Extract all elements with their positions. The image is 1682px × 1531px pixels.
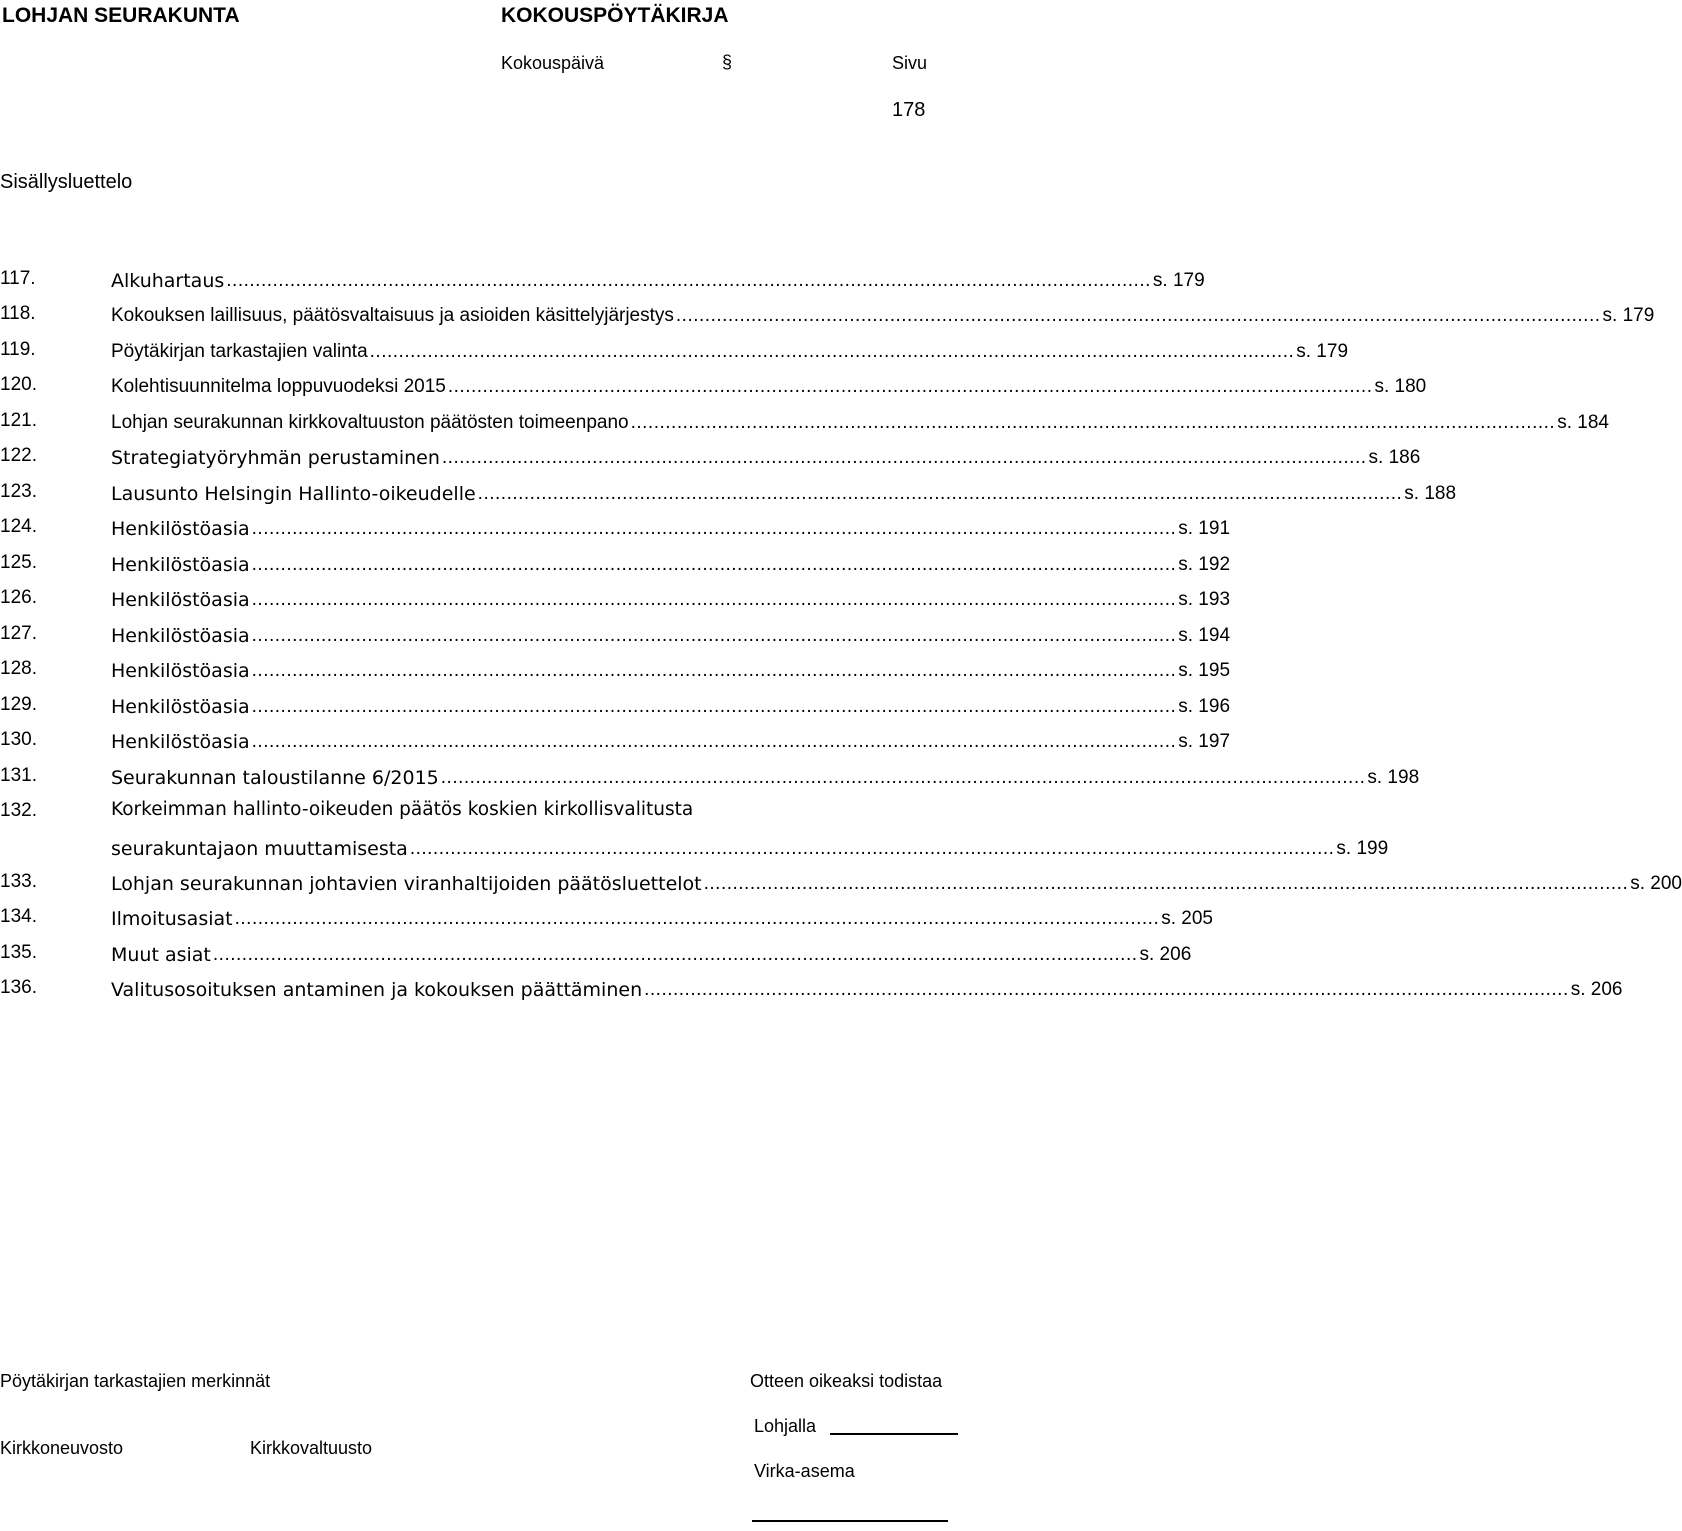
toc-entry-page: s. 194: [1178, 625, 1231, 646]
toc-entry-number: 132.: [0, 800, 37, 821]
toc-entry-title: Seurakunnan taloustilanne 6/2015: [111, 767, 439, 789]
toc-leader: ................................................................................................................................................................: [644, 979, 1569, 1000]
toc-entry-page: s. 206: [1139, 944, 1192, 965]
toc-entry-title: Alkuhartaus: [111, 270, 225, 292]
toc-leader: ................................................................................................................................................................: [440, 767, 1366, 788]
toc-entry-page: s. 188: [1404, 483, 1457, 504]
toc-entry-number: 119.: [0, 339, 36, 360]
toc-entry-number: 122.: [0, 445, 37, 466]
toc-leader: ................................................................................................................................................................: [251, 696, 1177, 717]
toc-leader: ................................................................................................................................................................: [251, 731, 1177, 752]
toc-entry-title: Henkilöstöasia: [111, 696, 250, 718]
toc-entry-number: 136.: [0, 977, 37, 998]
toc-leader: ................................................................................................................................................................: [447, 376, 1373, 397]
toc-leader: ................................................................................................................................................................: [251, 554, 1177, 575]
toc-entry-number: 126.: [0, 587, 37, 608]
toc-entry-page: s. 184: [1557, 412, 1609, 433]
position-label: Virka-asema: [754, 1461, 855, 1481]
toc-entry-number: 133.: [0, 871, 37, 892]
toc-entry-title: Henkilöstöasia: [111, 518, 250, 540]
toc-entry-title: Lohjan seurakunnan kirkkovaltuuston päätösten toimeenpano: [111, 412, 629, 433]
reviewers-notes-label: Pöytäkirjan tarkastajien merkinnät: [0, 1371, 271, 1391]
toc-entry-number: 124.: [0, 516, 37, 537]
toc-leader: ................................................................................................................................................................: [251, 625, 1177, 646]
toc-leader: ................................................................................................................................................................: [703, 873, 1629, 894]
toc-entry-page: s. 198: [1367, 767, 1420, 788]
toc-entry-title: Kolehtisuunnitelma loppuvuodeksi 2015: [111, 376, 446, 397]
toc-entry-title: Henkilöstöasia: [111, 660, 250, 682]
toc-entry-number: 121.: [0, 410, 37, 431]
toc-entry-page: s. 199: [1336, 838, 1389, 859]
toc-entry-title: Lohjan seurakunnan johtavien viranhaltijoiden päätösluettelot: [111, 873, 702, 895]
toc-entry-number: 128.: [0, 658, 37, 679]
toc-entry-title: Pöytäkirjan tarkastajien valinta: [111, 341, 368, 362]
section-marker: §: [722, 52, 733, 72]
toc-entry-title: Henkilöstöasia: [111, 554, 250, 576]
toc-leader: ................................................................................................................................................................: [251, 660, 1177, 681]
toc-entry-page: s. 206: [1570, 979, 1623, 1000]
toc-entry-page: s. 179: [1296, 341, 1349, 362]
toc-leader: ................................................................................................................................................................: [477, 483, 1403, 504]
document-type: KOKOUSPÖYTÄKIRJA: [501, 4, 729, 27]
signature-line[interactable]: [752, 1520, 948, 1522]
toc-entry-number: 125.: [0, 552, 37, 573]
toc-entry-page: s. 193: [1178, 589, 1231, 610]
toc-entry-number: 123.: [0, 481, 37, 502]
toc-leader: ................................................................................................................................................................: [409, 838, 1335, 859]
toc-entry-title: Kokouksen laillisuus, päätösvaltaisuus ja asioiden käsittelyjärjestys: [111, 305, 674, 326]
toc-entry-page: s. 179: [1602, 305, 1655, 326]
page-number: 178: [892, 99, 926, 121]
toc-entry-title: Henkilöstöasia: [111, 731, 250, 753]
toc-entry-number: 129.: [0, 694, 37, 715]
toc-entry-page: s. 180: [1374, 376, 1427, 397]
toc-entry-title: Henkilöstöasia: [111, 589, 250, 611]
church-council-label: Kirkkoneuvosto: [0, 1438, 124, 1458]
toc-entry-title: Valitusosoituksen antaminen ja kokouksen päättäminen: [111, 979, 643, 1001]
toc-entry-page: s. 195: [1178, 660, 1231, 681]
toc-entry-page: s. 192: [1178, 554, 1231, 575]
toc-entry-title-line1: Korkeimman hallinto-oikeuden päätös koskien kirkollisvalitusta: [111, 799, 694, 820]
church-assembly-label: Kirkkovaltuusto: [250, 1438, 373, 1458]
toc-entry-number: 120.: [0, 374, 37, 395]
toc-entry-page: s. 205: [1161, 908, 1213, 929]
toc-entry-page: s. 196: [1178, 696, 1231, 717]
certify-label: Otteen oikeaksi todistaa: [750, 1371, 943, 1391]
toc-entry-title: Lausunto Helsingin Hallinto-oikeudelle: [111, 483, 476, 505]
toc-entry-title: seurakuntajaon muuttamisesta: [111, 838, 408, 860]
toc-leader: ................................................................................................................................................................: [675, 305, 1601, 326]
toc-entry-number: 118.: [0, 303, 36, 324]
toc-leader: ................................................................................................................................................................: [369, 341, 1295, 362]
toc-title: Sisällysluettelo: [0, 171, 133, 193]
toc-entry-page: s. 179: [1152, 270, 1205, 291]
toc-entry-page: s. 197: [1178, 731, 1231, 752]
toc-leader: ................................................................................................................................................................: [441, 447, 1367, 468]
toc-leader: ................................................................................................................................................................: [226, 270, 1151, 291]
toc-entry-number: 127.: [0, 623, 37, 644]
toc-entry-page: s. 200: [1630, 873, 1682, 894]
toc-entry-title: Strategiatyöryhmän perustaminen: [111, 447, 440, 469]
toc-entry-number: 131.: [0, 765, 37, 786]
place-signature-line[interactable]: [830, 1433, 958, 1435]
toc-entry-page: s. 186: [1368, 447, 1421, 468]
toc-leader: ................................................................................................................................................................: [234, 908, 1160, 929]
toc-entry-number: 117.: [0, 268, 36, 289]
toc-entry-title: Ilmoitusasiat: [111, 908, 233, 930]
toc-entry-title: Henkilöstöasia: [111, 625, 250, 647]
page-label: Sivu: [892, 53, 928, 73]
toc-entry-page: s. 191: [1178, 518, 1231, 539]
toc-leader: ................................................................................................................................................................: [630, 412, 1556, 433]
toc-entry-number: 134.: [0, 906, 37, 927]
place-label: Lohjalla: [754, 1416, 817, 1436]
org-name: LOHJAN SEURAKUNTA: [2, 4, 240, 27]
toc-leader: ................................................................................................................................................................: [212, 944, 1138, 965]
toc-entry-number: 135.: [0, 942, 37, 963]
meeting-date-label: Kokouspäivä: [501, 53, 605, 73]
toc-leader: ................................................................................................................................................................: [251, 518, 1177, 539]
toc-entry-title: Muut asiat: [111, 944, 211, 966]
toc-leader: ................................................................................................................................................................: [251, 589, 1177, 610]
toc-entry-number: 130.: [0, 729, 37, 750]
